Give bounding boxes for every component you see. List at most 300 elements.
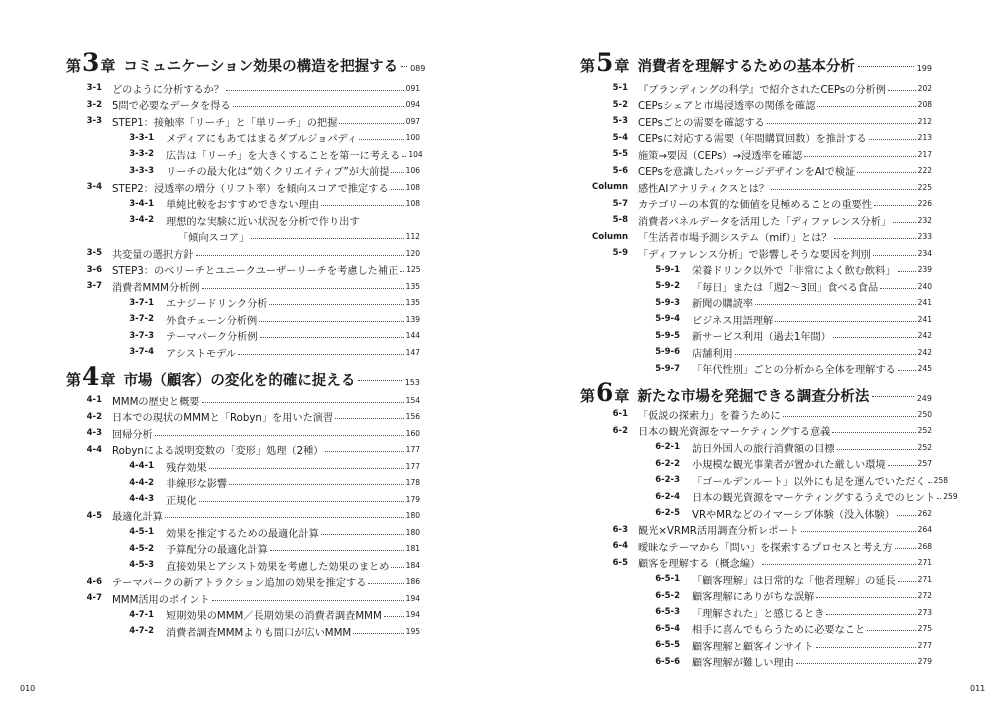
section-page-number: 252	[917, 426, 932, 436]
dot-leader	[212, 600, 404, 601]
dot-leader	[874, 205, 916, 206]
section-page-number: 241	[917, 298, 932, 308]
dot-leader	[335, 418, 403, 419]
section-title: 店舗利用	[692, 348, 733, 360]
dot-leader	[325, 451, 403, 452]
toc-entry[interactable]	[580, 406, 932, 423]
section-title: 広告は「リーチ」を大きくすることを第一に考える	[166, 150, 401, 162]
section-number: 5-1	[612, 83, 628, 94]
toc-entry[interactable]	[580, 146, 932, 163]
section-page-number: 125	[406, 265, 421, 275]
toc-entry[interactable]	[580, 637, 932, 654]
section-title: MMM活用のポイント	[112, 594, 210, 606]
section-title: 「毎日」または「週2〜3回」食べる食品	[692, 282, 879, 294]
chapter-title: 新たな市場を発掘できる調査分析法	[637, 389, 870, 405]
section-page-number: 245	[917, 364, 932, 374]
toc-entry[interactable]	[54, 491, 420, 508]
section-page-number: 277	[917, 640, 932, 650]
toc-entry[interactable]	[54, 623, 420, 640]
section-number: 3-4	[86, 182, 102, 193]
chapter-page-number: 153	[404, 378, 420, 387]
section-title: 日本の観光資源をマーケティングする意義	[638, 427, 831, 439]
section-number: 5-8	[612, 215, 628, 226]
dot-leader	[937, 498, 941, 499]
dot-leader	[801, 531, 916, 532]
section-number: 3-3-3	[129, 165, 154, 176]
toc-entry[interactable]	[54, 607, 420, 624]
section-title: STEP3：のべリーチとユニークユーザーリーチを考慮した補正	[112, 266, 399, 278]
section-page-number: 212	[917, 116, 932, 126]
right-page-folio: 011	[970, 684, 986, 693]
section-title: 「顧客理解」は日常的な「他者理解」の延長	[692, 575, 896, 587]
dot-leader	[873, 255, 916, 256]
section-number: 6-5-3	[655, 607, 680, 618]
section-page-number: 154	[405, 395, 420, 405]
section-page-number: 250	[917, 409, 932, 419]
section-page-number: 258	[933, 475, 948, 485]
toc-entry[interactable]	[580, 588, 932, 605]
chapter-5-entries	[580, 80, 932, 377]
toc-entry[interactable]	[54, 229, 420, 246]
toc-entry[interactable]	[580, 163, 932, 180]
section-page-number: 225	[917, 182, 932, 192]
section-title: 「ディファレンス分析」で影響しそうな要因を判別	[638, 249, 871, 261]
dot-leader	[321, 205, 404, 206]
toc-entry[interactable]	[580, 245, 932, 262]
section-page-number: 222	[917, 166, 932, 176]
section-title: 非線形な影響	[166, 479, 228, 491]
section-number: 6-4	[612, 541, 628, 552]
section-number: 5-9-2	[655, 281, 680, 292]
section-page-number: 180	[405, 511, 420, 521]
section-number: 3-5	[86, 248, 102, 259]
dot-leader	[251, 238, 403, 239]
section-title: 短期効果のMMM／長期効果の消費者調査MMM	[166, 611, 382, 623]
toc-entry[interactable]	[580, 571, 932, 588]
toc-entry[interactable]	[54, 146, 423, 163]
section-page-number: 094	[405, 100, 420, 110]
section-title: 施策→要因（CEPs）→浸透率を確認	[638, 150, 803, 162]
toc-entry[interactable]	[580, 295, 932, 312]
section-page-number: 194	[405, 593, 420, 603]
dot-leader	[229, 484, 404, 485]
section-number: 4-7-1	[129, 609, 154, 620]
section-number: 4-5-3	[129, 560, 154, 571]
section-number: 4-5-1	[129, 527, 154, 538]
toc-entry[interactable]	[580, 80, 932, 97]
toc-entry[interactable]	[580, 522, 932, 539]
section-title: 最適化計算	[112, 512, 163, 524]
toc-entry[interactable]	[54, 245, 420, 262]
toc-entry[interactable]	[580, 97, 932, 114]
section-number: 6-2-2	[655, 458, 680, 469]
toc-entry[interactable]	[580, 130, 932, 147]
section-title: 「ゴールデンルート」以外にも足を運んでいただく	[692, 476, 926, 488]
dot-leader	[358, 380, 401, 381]
toc-entry[interactable]	[54, 442, 420, 459]
toc-entry[interactable]	[54, 574, 420, 591]
section-title: 観光×VRMR活用調査分析レポート	[638, 526, 799, 538]
section-page-number: 112	[405, 232, 420, 242]
toc-entry[interactable]	[580, 212, 932, 229]
section-number: 6-5	[612, 557, 628, 568]
chapter-label-prefix: 第	[580, 57, 596, 75]
section-number: 5-9-3	[655, 297, 680, 308]
dot-leader	[165, 517, 404, 518]
dot-leader	[872, 396, 913, 397]
toc-entry[interactable]	[54, 508, 420, 525]
toc-entry[interactable]	[580, 328, 932, 345]
toc-entry[interactable]	[580, 654, 932, 671]
section-page-number: 275	[917, 624, 932, 634]
section-number: 5-9-4	[655, 314, 680, 325]
section-title: リーチの最大化は“効くクリエイティブ”が大前提	[166, 167, 390, 179]
section-page-number: 208	[917, 100, 932, 110]
toc-entry[interactable]	[580, 489, 958, 506]
section-page-number: 108	[405, 199, 420, 209]
section-number: 3-1	[86, 83, 102, 94]
section-title: Robynによる説明変数の「変形」処理（2種）	[112, 446, 324, 458]
toc-entry[interactable]	[580, 229, 932, 246]
dot-leader	[196, 255, 404, 256]
dot-leader	[898, 581, 916, 582]
chapter-number: 6	[596, 378, 614, 407]
section-title: エナジードリンク分析	[166, 299, 268, 311]
section-title: 予算配分の最適化計算	[166, 545, 268, 557]
chapter-title: 市場（顧客）の変化を的確に捉える	[123, 373, 356, 389]
toc-entry[interactable]	[54, 392, 420, 409]
section-number: 4-1	[86, 395, 102, 406]
section-page-number: 108	[405, 182, 420, 192]
toc-entry[interactable]	[54, 541, 420, 558]
section-title: 相手に喜んでもらうために必要なこと	[692, 625, 866, 637]
section-page-number: 144	[405, 331, 420, 341]
toc-entry[interactable]	[54, 163, 420, 180]
section-title: 顧客理解が難しい理由	[692, 658, 794, 670]
section-title: 直接効果とアシスト効果を考慮した効果のまとめ	[166, 561, 390, 573]
section-page-number: 135	[405, 281, 420, 291]
section-page-number: 091	[405, 83, 420, 93]
section-number: 5-9-7	[655, 363, 680, 374]
section-title: 共変量の選択方針	[112, 249, 194, 261]
section-number: 3-7-4	[129, 347, 154, 358]
dot-leader	[767, 123, 916, 124]
dot-leader	[897, 515, 916, 516]
section-page-number: 177	[405, 445, 420, 455]
section-title: 訪日外国人の旅行消費額の目標	[692, 443, 835, 455]
section-title: 残存効果	[166, 462, 207, 474]
dot-leader	[783, 416, 916, 417]
section-title: テーマパークの新アトラクション追加の効果を推定する	[112, 578, 367, 590]
toc-entry[interactable]	[580, 538, 932, 555]
section-title: 感性AIアナリティクスとは？	[638, 183, 770, 195]
toc-entry[interactable]	[580, 113, 932, 130]
section-page-number: 135	[405, 298, 420, 308]
toc-entry[interactable]	[54, 212, 420, 229]
section-page-number: 120	[405, 248, 420, 258]
dot-leader	[226, 90, 404, 91]
section-number: 6-2-5	[655, 508, 680, 519]
section-number: 4-4-2	[129, 477, 154, 488]
chapter-title: コミュニケーション効果の構造を把握する	[123, 59, 399, 75]
section-page-number: 180	[405, 527, 420, 537]
dot-leader	[339, 123, 403, 124]
section-title: 「傾向スコア」	[178, 233, 250, 245]
toc-entry[interactable]	[580, 423, 932, 440]
dot-leader	[858, 66, 914, 67]
section-page-number: 156	[405, 412, 420, 422]
section-number: 6-2-4	[655, 491, 680, 502]
section-title: 新サービス利用（過去1年間）	[692, 332, 831, 344]
section-number: 5-3	[612, 116, 628, 127]
section-page-number: 242	[917, 331, 932, 341]
section-number: Column	[592, 231, 628, 242]
section-number: 6-5-5	[655, 640, 680, 651]
section-number: 6-5-2	[655, 590, 680, 601]
dot-leader	[834, 238, 916, 239]
section-title: 曖昧なテーマから「問い」を探索するプロセスと考え方	[638, 542, 893, 554]
dot-leader	[888, 465, 916, 466]
section-number: 4-5	[86, 510, 102, 521]
chapter-label-prefix: 第	[66, 57, 82, 75]
section-page-number: 097	[405, 116, 420, 126]
dot-leader	[826, 614, 915, 615]
section-number: 5-7	[612, 198, 628, 209]
toc-entry[interactable]	[580, 262, 932, 279]
chapter-3-heading	[66, 48, 426, 80]
section-page-number: 262	[917, 508, 932, 518]
dot-leader	[804, 156, 916, 157]
chapter-5-heading	[580, 50, 932, 80]
section-number: 3-4-1	[129, 198, 154, 209]
chapter-number: 4	[82, 362, 100, 391]
dot-leader	[928, 482, 932, 483]
dot-leader	[270, 550, 404, 551]
toc-entry[interactable]	[580, 278, 932, 295]
section-title: どのように分析するか？	[112, 84, 225, 96]
section-title: 「年代性別」ごとの分析から全体を理解する	[692, 365, 896, 377]
section-title: MMMの歴史と概要	[112, 396, 200, 408]
chapter-6-entries	[580, 406, 958, 670]
section-number: 5-4	[612, 132, 628, 143]
dot-leader	[391, 567, 403, 568]
toc-entry[interactable]	[580, 196, 932, 213]
section-title: 理想的な実験に近い状況を分析で作り出す	[166, 216, 360, 228]
section-title: 「理解された」と感じるとき	[692, 608, 825, 620]
section-number: 6-5-6	[655, 656, 680, 667]
section-title: 新聞の購読率	[692, 299, 754, 311]
toc-entry[interactable]	[580, 456, 932, 473]
section-number: 6-2	[612, 425, 628, 436]
section-page-number: 186	[405, 577, 420, 587]
chapter-number: 5	[596, 48, 614, 77]
toc-entry[interactable]	[54, 97, 420, 114]
toc-entry[interactable]	[580, 472, 948, 489]
section-number: 4-4	[86, 444, 102, 455]
section-title: 『ブランディングの科学』で紹介されたCEPsの分析例	[638, 84, 886, 96]
toc-entry[interactable]	[580, 439, 932, 456]
section-page-number: 106	[405, 166, 420, 176]
dot-leader	[888, 90, 916, 91]
section-title: 顧客理解と顧客インサイト	[692, 641, 814, 653]
left-page-folio: 010	[20, 684, 36, 693]
section-number: 3-3-1	[129, 132, 154, 143]
dot-leader	[796, 663, 916, 664]
section-title: 顧客理解にありがちな誤解	[692, 592, 815, 604]
toc-entry[interactable]	[54, 475, 420, 492]
section-title: カテゴリーの本質的な価値を見極めることの重要性	[638, 200, 872, 212]
section-number: 6-2-1	[655, 442, 680, 453]
section-number: 4-7-2	[129, 626, 154, 637]
section-title: 回帰分析	[112, 429, 153, 441]
section-title: STEP2：浸透率の増分（リフト率）を傾向スコアで推定する	[112, 183, 389, 195]
toc-entry[interactable]	[54, 557, 420, 574]
section-page-number: 264	[917, 525, 932, 535]
section-number: 3-2	[86, 99, 102, 110]
toc-entry[interactable]	[580, 505, 932, 522]
section-number: 4-5-2	[129, 543, 154, 554]
toc-entry[interactable]	[54, 130, 420, 147]
chapter-4-entries	[54, 392, 420, 640]
section-page-number: 272	[917, 591, 932, 601]
dot-leader	[401, 66, 407, 67]
toc-entry[interactable]	[54, 409, 420, 426]
section-title: 日本の観光資源をマーケティングするうえでのヒント	[692, 493, 936, 505]
toc-entry[interactable]	[580, 179, 932, 196]
section-title: CEPsシェアと市場浸透率の関係を確認	[638, 101, 816, 113]
section-page-number: 194	[405, 610, 420, 620]
toc-entry[interactable]	[54, 80, 420, 97]
toc-entry[interactable]	[54, 179, 420, 196]
toc-entry[interactable]	[580, 621, 932, 638]
section-page-number: 202	[917, 83, 932, 93]
section-number: 5-9-1	[655, 264, 680, 275]
section-number: 4-4-3	[129, 494, 154, 505]
dot-leader	[199, 501, 404, 502]
toc-entry[interactable]	[54, 328, 420, 345]
toc-entry[interactable]	[580, 604, 932, 621]
dot-leader	[202, 402, 404, 403]
chapter-number: 3	[82, 48, 100, 77]
toc-entry[interactable]	[54, 196, 420, 213]
section-page-number: 104	[408, 149, 423, 159]
chapter-page-number: 199	[916, 64, 932, 73]
dot-leader	[368, 583, 403, 584]
dot-leader	[735, 354, 916, 355]
toc-entry[interactable]	[54, 524, 420, 541]
toc-entry[interactable]	[580, 361, 932, 378]
section-page-number: 259	[943, 492, 958, 502]
section-number: 5-9-5	[655, 330, 680, 341]
toc-entry[interactable]	[580, 311, 932, 328]
section-title: 効果を推定するための最適化計算	[166, 528, 319, 540]
toc-entry[interactable]	[580, 344, 932, 361]
dot-leader	[762, 564, 915, 565]
section-page-number: 178	[405, 478, 420, 488]
section-title: 日本での現状のMMMと「Robyn」を用いた演習	[112, 413, 334, 425]
toc-entry[interactable]	[54, 278, 420, 295]
toc-entry[interactable]	[54, 458, 420, 475]
dot-leader	[880, 288, 916, 289]
dot-leader	[260, 337, 404, 338]
toc-entry[interactable]	[54, 113, 420, 130]
dot-leader	[259, 321, 403, 322]
section-page-number: 242	[917, 347, 932, 357]
toc-entry[interactable]	[54, 590, 420, 607]
section-number: 6-5-1	[655, 574, 680, 585]
section-page-number: 177	[405, 461, 420, 471]
section-title: 顧客を理解する（概念編）	[638, 559, 761, 571]
dot-leader	[233, 106, 404, 107]
section-title: CEPsを意識したパッケージデザインをAIで検証	[638, 167, 856, 179]
section-title: STEP1：接触率「リーチ」と「単リーチ」の把握	[112, 117, 338, 129]
dot-leader	[869, 139, 916, 140]
dot-leader	[771, 189, 916, 190]
section-page-number: 233	[917, 232, 932, 242]
section-number: 5-9	[612, 248, 628, 259]
section-number: 3-7	[86, 281, 102, 292]
toc-entry[interactable]	[54, 344, 420, 361]
section-title: CEPsに対応する需要（年間購買回数）を推計する	[638, 134, 867, 146]
section-number: 6-5-4	[655, 623, 680, 634]
chapter-title-row	[580, 50, 932, 80]
section-number: 5-2	[612, 99, 628, 110]
section-page-number: 232	[917, 215, 932, 225]
section-page-number: 273	[917, 607, 932, 617]
section-number: 4-6	[86, 576, 102, 587]
chapter-page-number: 249	[916, 394, 932, 403]
section-page-number: 226	[917, 199, 932, 209]
section-title: VRやMRなどのイマーシブ体験（没入体験）	[692, 509, 895, 521]
dot-leader	[202, 288, 404, 289]
dot-leader	[857, 172, 915, 173]
toc-entry[interactable]	[580, 555, 932, 572]
dot-leader	[832, 432, 915, 433]
dot-leader	[391, 172, 403, 173]
chapter-label-suffix: 章	[100, 371, 116, 389]
dot-leader	[775, 321, 915, 322]
toc-entry[interactable]	[54, 262, 420, 279]
section-number: 6-2-3	[655, 475, 680, 486]
toc-entry[interactable]	[54, 311, 420, 328]
toc-entry[interactable]	[54, 425, 420, 442]
dot-leader	[209, 468, 404, 469]
section-page-number: 195	[405, 626, 420, 636]
section-page-number: 279	[917, 657, 932, 667]
section-number: 4-3	[86, 428, 102, 439]
dot-leader	[867, 630, 915, 631]
section-number: 6-1	[612, 409, 628, 420]
dot-leader	[816, 597, 915, 598]
dot-leader	[837, 449, 916, 450]
dot-leader	[898, 370, 916, 371]
section-page-number: 217	[917, 149, 932, 159]
section-number: 5-5	[612, 149, 628, 160]
dot-leader	[359, 139, 404, 140]
section-number: 4-7	[86, 593, 102, 604]
section-page-number: 252	[917, 442, 932, 452]
toc-entry[interactable]	[54, 295, 420, 312]
section-page-number: 147	[405, 347, 420, 357]
section-number: 5-9-6	[655, 347, 680, 358]
section-title: 小規模な観光事業者が置かれた厳しい環境	[692, 460, 886, 472]
section-page-number: 271	[917, 558, 932, 568]
dot-leader	[391, 189, 404, 190]
chapter-title-row	[66, 48, 426, 80]
section-page-number: 184	[405, 560, 420, 570]
section-page-number: 179	[405, 494, 420, 504]
section-page-number: 234	[917, 248, 932, 258]
